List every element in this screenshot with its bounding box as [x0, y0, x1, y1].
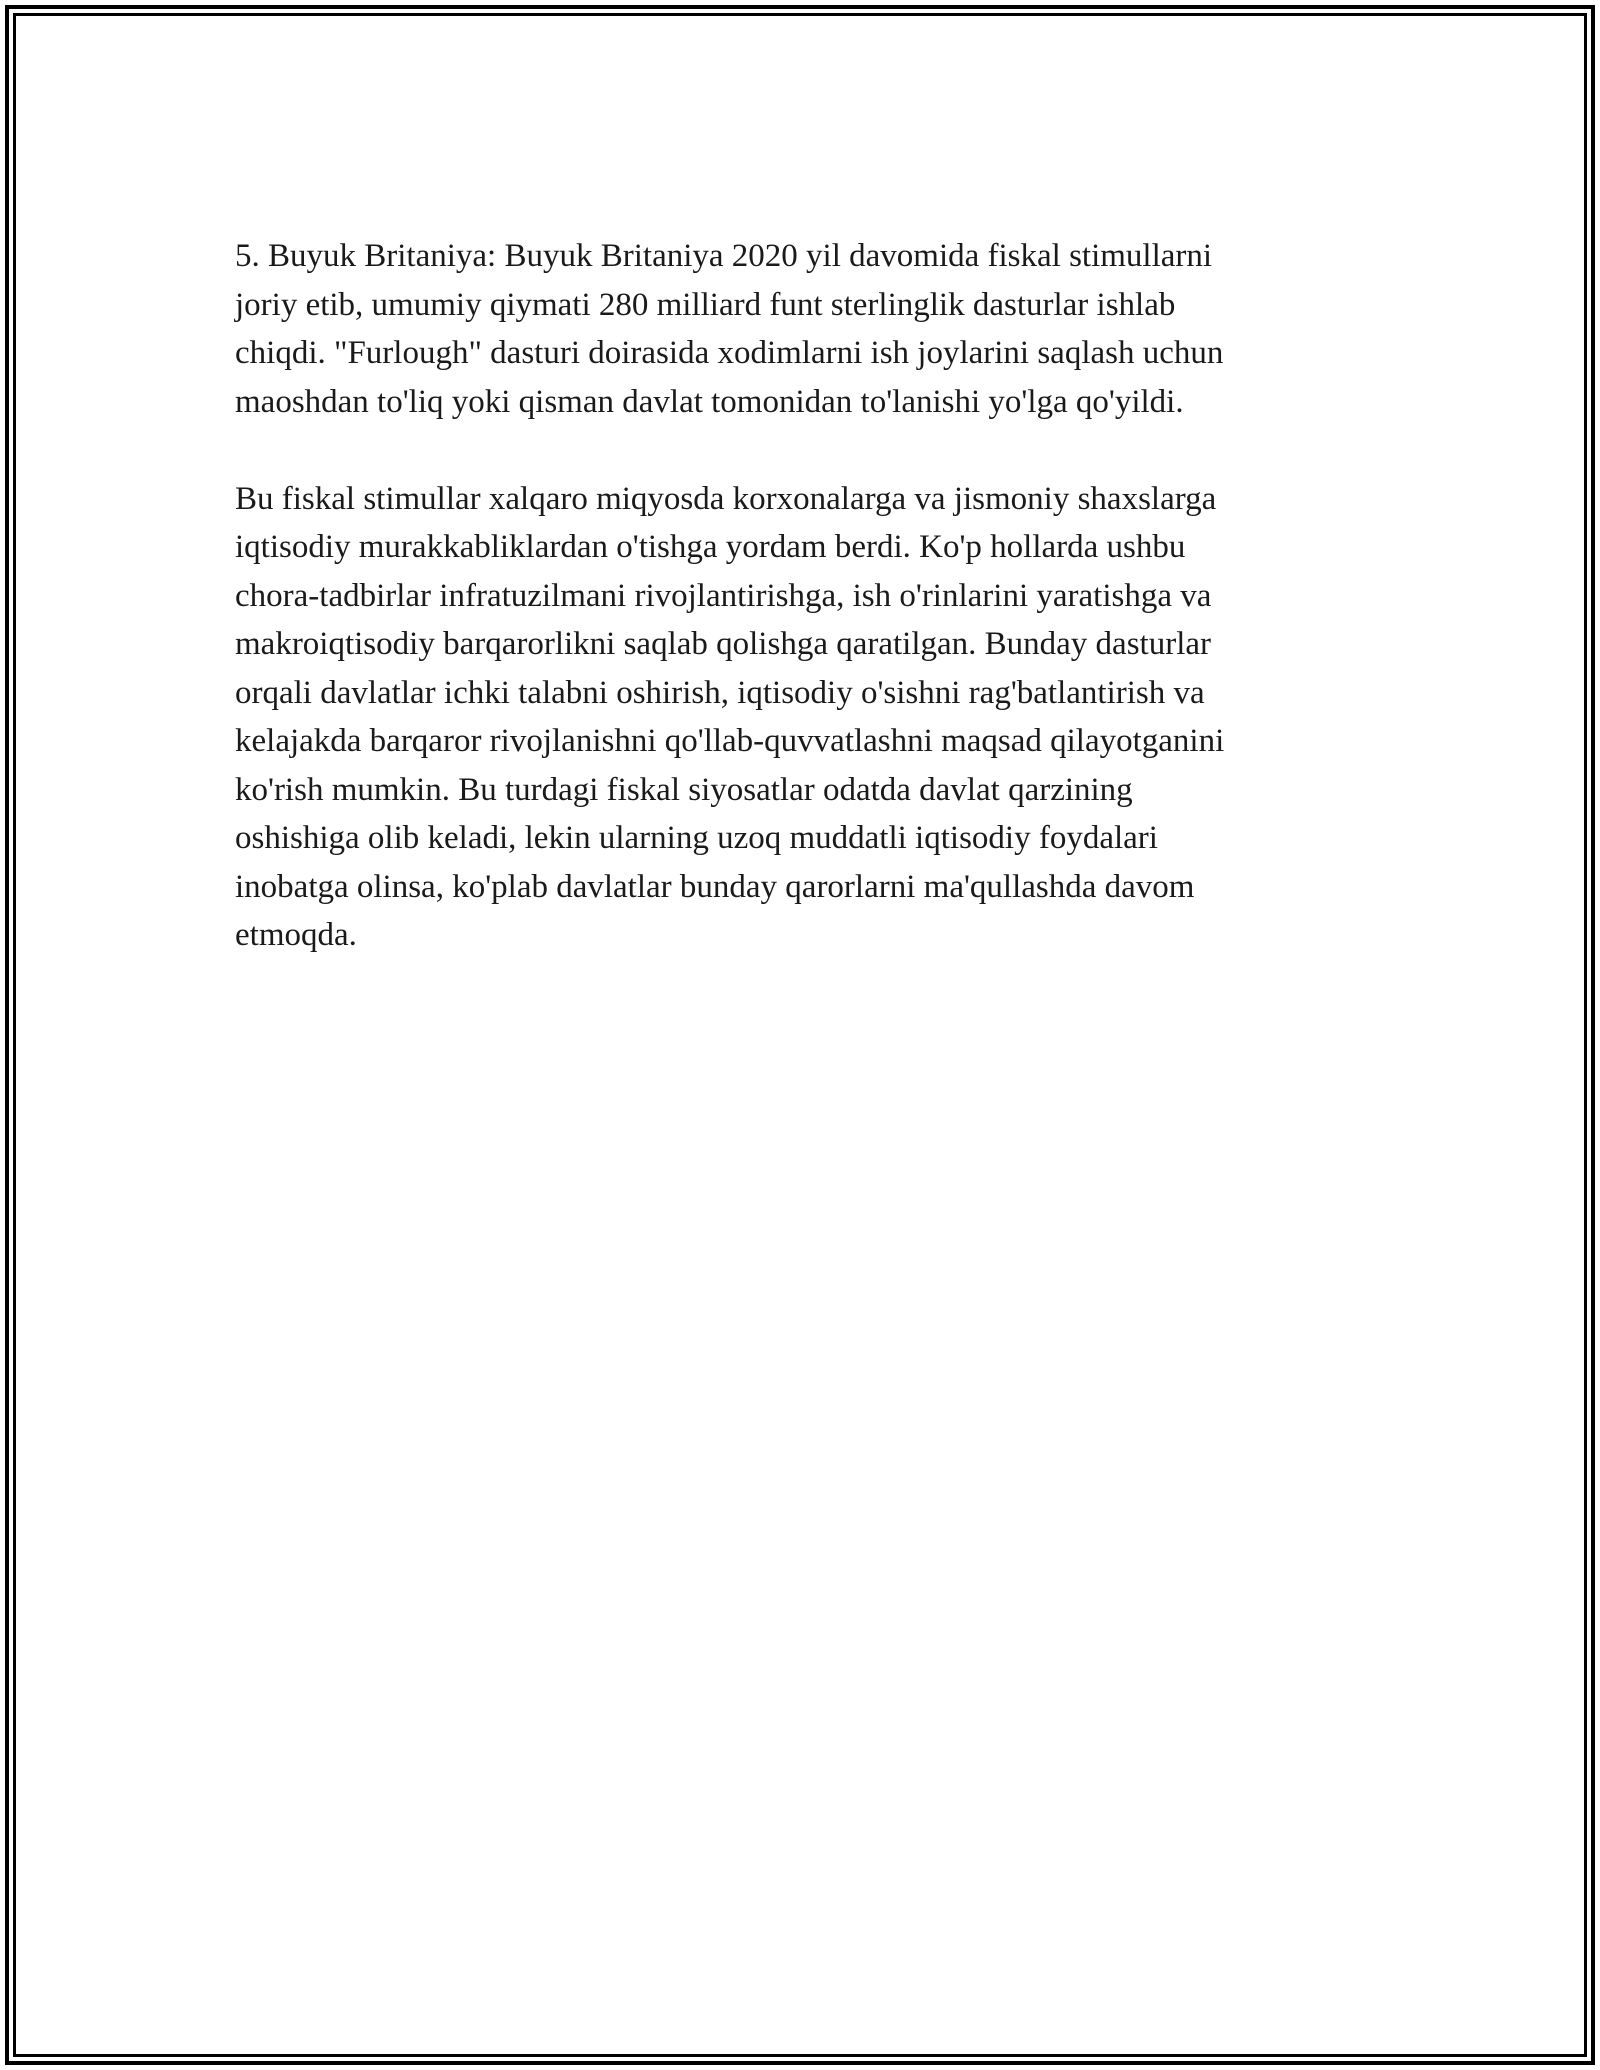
paragraph-uk-fiscal-stimulus: 5. Buyuk Britaniya: Buyuk Britaniya 2020 yil davomida fiskal stimullarni joriy etib, umumiy qiymati 280 milliard funt sterlinglik dasturlar ishlab chiqdi. "Furlough" dasturi doirasida xodimlarni ish joylarini saqlash uchun maoshdan to'liq yoki qisman davlat tomonidan to'lanishi yo'lga qo'yildi.	[235, 238, 1224, 420]
paragraph-fiscal-stimulus-summary: Bu fiskal stimullar xalqaro miqyosda korxonalarga va jismoniy shaxslarga iqtisodiy murakkabliklardan o'tishga yordam berdi. Ko'p hollarda ushbu chora-tadbirlar infratuzilmani rivojlantirishga, ish o'rinlarini yaratishga va makroiqtisodiy barqarorlikni saqlab qolishga qaratilgan. Bunday dasturlar orqali davlatlar ichki talabni oshirish, iqtisodiy o'sishni rag'batlantirish va kelajakda barqaror rivojlanishni qo'llab-quvvatlashni maqsad qilayotganini ko'rish mumkin. Bu turdagi fiskal siyosatlar odatda davlat qarzining oshishiga olib keladi, lekin ularning uzoq muddatli iqtisodiy foydalari inobatga olinsa, ko'plab davlatlar bunday qarorlarni ma'qullashda davom etmoqda.	[235, 480, 1225, 953]
document-body	[235, 232, 1355, 1008]
